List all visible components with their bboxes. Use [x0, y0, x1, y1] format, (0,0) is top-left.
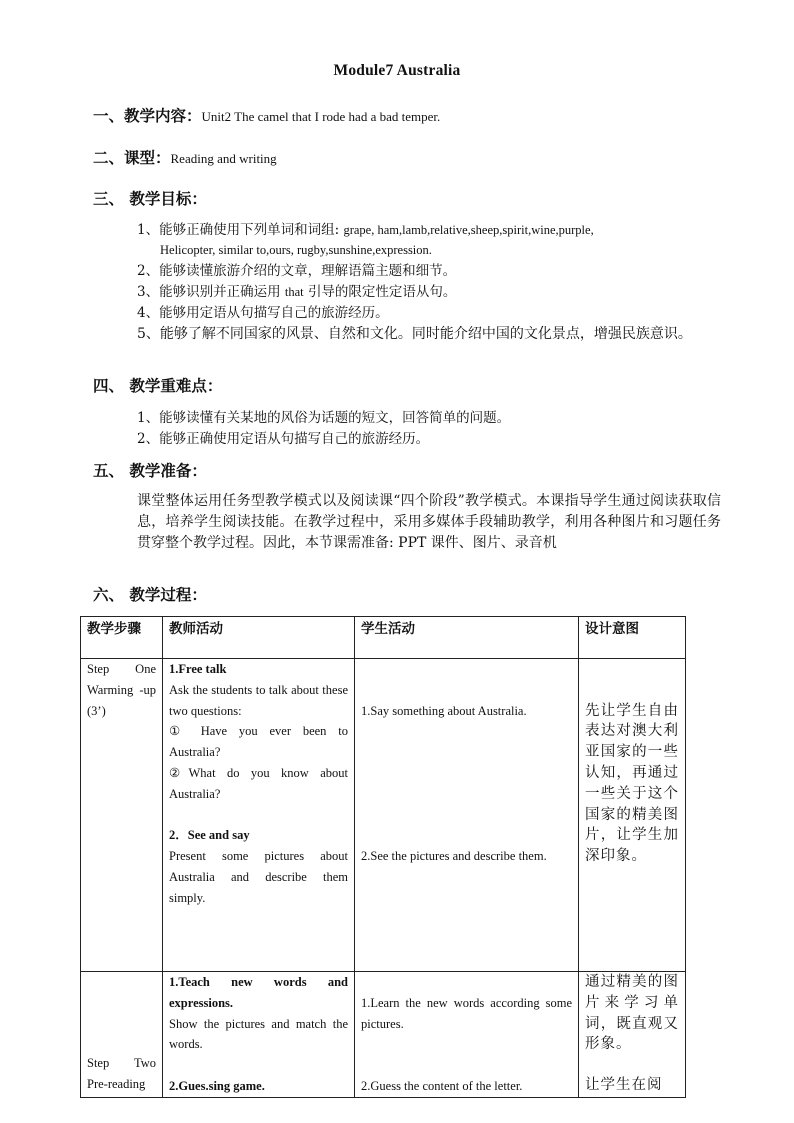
- section-content-value: Unit2 The camel that I rode had a bad temper.: [201, 109, 441, 124]
- keypoint-2: 2、能够正确使用定语从句描写自己的旅游经历。: [137, 431, 430, 447]
- intent-cell: 通过精美的图片来学习单词，既直观又形象。 让学生在阅: [579, 972, 686, 1098]
- section-type: [93, 148, 277, 169]
- process-table: [80, 616, 686, 1098]
- step-cell: Step Two Pre-reading: [81, 972, 163, 1098]
- objective-4: 4、能够用定语从句描写自己的旅游经历。: [137, 305, 389, 321]
- section-process-heading: 六、 教学过程：: [93, 585, 207, 604]
- table-row: [81, 659, 686, 972]
- table-row: [81, 972, 686, 1098]
- section-content: [93, 106, 440, 127]
- section-keypoints-heading: 四、 教学重难点：: [93, 376, 223, 395]
- header-student: 学生活动: [355, 617, 579, 659]
- section-type-heading: 二、课型：: [93, 148, 171, 167]
- objective-1: 1、能够正确使用下列单词和词组: grape, ham,lamb,relative,sheep,spirit,wine,purple,: [137, 222, 594, 238]
- objective-2: 2、能够读懂旅游介绍的文章，理解语篇主题和细节。: [137, 263, 457, 279]
- teacher-cell: 1.Free talk Ask the students to talk about these two questions: ① Have you ever been to Australia? ②What do you know about Australia? 2．See and say Present some pictures about Australia and describe them simply.: [163, 659, 355, 972]
- student-cell: 1.Learn the new words according some pictures. 2.Guess the content of the letter.: [355, 972, 579, 1098]
- objective-5: 5、能够了解不同国家的风景、自然和文化。同时能介绍中国的文化景点，增强民族意识。: [137, 326, 692, 342]
- section-preparation-heading: 五、 教学准备：: [93, 461, 207, 480]
- step-cell: Step One Warming -up (3’): [81, 659, 163, 972]
- section-type-value: Reading and writing: [170, 151, 277, 166]
- section-objectives-heading: 三、 教学目标：: [93, 189, 207, 208]
- objective-1-cont: Helicopter, similar to,ours, rugby,sunshine,expression.: [160, 243, 432, 257]
- table-header-row: [81, 617, 686, 659]
- preparation-text: 课堂整体运用任务型教学模式以及阅读课“四个阶段”教学模式。本课指导学生通过阅读获取信息，培养学生阅读技能。在教学过程中，采用多媒体手段辅助教学，利用各种图片和习题任务贯穿整个教学过程。因此，本节课需准备: PPT 课件、图片、录音机: [137, 493, 721, 551]
- student-cell: 1.Say something about Australia. 2.See the pictures and describe them.: [355, 659, 579, 972]
- intent-cell: 先让学生自由表达对澳大利亚国家的一些认知，再通过一些关于这个国家的精美图片，让学生加深印象。: [579, 659, 686, 972]
- objective-3: 3、能够识别并正确运用 that 引导的限定性定语从句。: [137, 284, 457, 300]
- header-intent: 设计意图: [579, 617, 686, 659]
- header-teacher: 教师活动: [163, 617, 355, 659]
- keypoint-1: 1、能够读懂有关某地的风俗为话题的短文，回答简单的问题。: [137, 410, 511, 426]
- section-content-heading: 一、教学内容：: [93, 106, 202, 125]
- header-step: 教学步骤: [81, 617, 163, 659]
- page-title: Module7 Australia: [333, 62, 461, 79]
- teacher-cell: 1.Teach new words and expressions. Show the pictures and match the words. 2.Gues.sing game.: [163, 972, 355, 1098]
